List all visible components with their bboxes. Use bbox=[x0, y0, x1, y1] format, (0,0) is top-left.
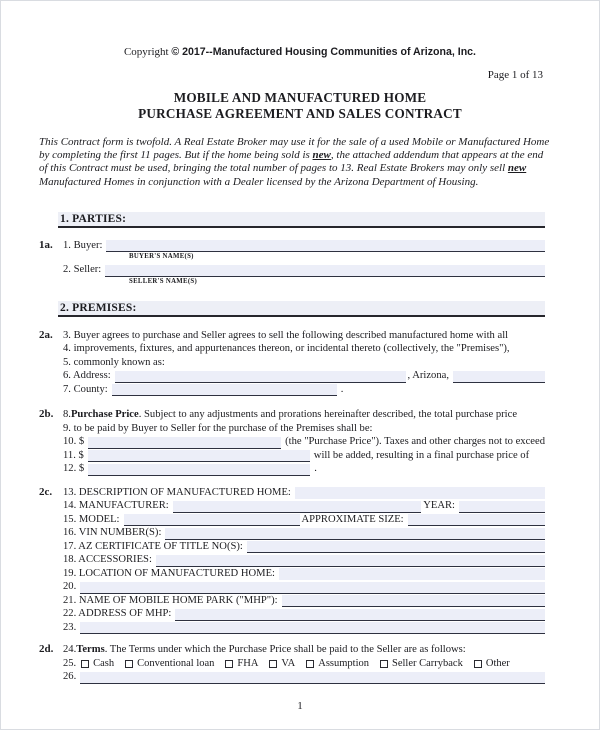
line-12-row bbox=[63, 462, 545, 476]
mhp-address-label: 22. ADDRESS OF MHP: bbox=[63, 608, 172, 620]
county-field[interactable] bbox=[112, 384, 337, 396]
buyer-row bbox=[63, 239, 545, 253]
line-23-row bbox=[63, 621, 545, 635]
line-21-row bbox=[63, 594, 545, 608]
copyright-prefix: Copyright bbox=[123, 46, 172, 58]
approximate-size-field[interactable] bbox=[408, 514, 545, 526]
accessories-field[interactable] bbox=[156, 555, 545, 567]
year-label: YEAR: bbox=[423, 500, 455, 512]
line-7-county-row bbox=[63, 383, 545, 397]
section-heading-parties: 1. PARTIES: bbox=[58, 212, 545, 228]
line-26-num: 26. bbox=[63, 671, 77, 683]
margin-label-2c: 2c. bbox=[39, 485, 53, 498]
seller-row bbox=[63, 263, 545, 277]
va-checkbox-option[interactable] bbox=[269, 657, 295, 671]
line-12-label: 12. $ bbox=[63, 463, 85, 475]
checkbox-icon bbox=[125, 660, 133, 668]
intro-part-2: , the attached addendum that appears at the end of this Contract must be used, bringing the total number of pages to 13. Real Estate Brokers may only sell bbox=[39, 149, 544, 175]
line-11-label: 11. $ bbox=[63, 449, 84, 461]
county-period: . bbox=[340, 383, 344, 395]
title-number-label: 17. AZ CERTIFICATE OF TITLE NO(S): bbox=[63, 540, 243, 552]
county-label: 7. County: bbox=[63, 383, 108, 395]
line-6-address-row bbox=[63, 369, 545, 383]
checkbox-icon bbox=[225, 660, 233, 668]
mhp-name-label: 21. NAME OF MOBILE HOME PARK ("MHP"): bbox=[63, 594, 278, 606]
seller-name-field[interactable] bbox=[105, 265, 545, 277]
line-17-row bbox=[63, 540, 545, 554]
mhp-address-field[interactable] bbox=[175, 609, 545, 621]
other-checkbox-option[interactable] bbox=[474, 657, 510, 671]
seller-sublabel: SELLER'S NAME(S) bbox=[129, 277, 198, 285]
address-label: 6. Address: bbox=[63, 370, 111, 382]
block-2b bbox=[39, 408, 545, 476]
year-field[interactable] bbox=[459, 501, 545, 513]
manufacturer-label: 14. MANUFACTURER: bbox=[63, 500, 169, 512]
seller-label: 2. Seller: bbox=[63, 264, 102, 276]
location-field[interactable] bbox=[80, 582, 545, 594]
conventional-loan-checkbox-option[interactable] bbox=[125, 657, 214, 671]
buyer-sublabel: BUYER'S NAME(S) bbox=[129, 253, 194, 261]
line-26-row bbox=[63, 670, 545, 684]
description-heading: 13. DESCRIPTION OF MANUFACTURED HOME: bbox=[63, 486, 291, 498]
intro-new-2: new bbox=[507, 162, 527, 175]
line-23-num: 23. bbox=[63, 621, 77, 633]
conventional-loan-label: Conventional loan bbox=[137, 657, 215, 669]
va-label: VA bbox=[281, 657, 296, 669]
line-10-label: 10. $ bbox=[63, 436, 85, 448]
line-9: 9. to be paid by Buyer to Seller for the purchase of the Premises shall be: bbox=[63, 422, 373, 434]
model-label: 15. MODEL: bbox=[63, 513, 120, 525]
section-heading-premises: 2. PREMISES: bbox=[58, 301, 545, 317]
margin-label-2d: 2d. bbox=[39, 643, 54, 656]
line-11-row bbox=[63, 449, 545, 463]
mhp-address-cont-field[interactable] bbox=[80, 622, 545, 634]
fha-label: FHA bbox=[237, 657, 259, 669]
block-2a bbox=[39, 329, 545, 397]
line-10-rest: (the "Purchase Price"). Taxes and other charges not to exceed bbox=[285, 436, 545, 448]
page-indicator: Page 1 of 13 bbox=[487, 69, 543, 81]
purchase-price-field[interactable] bbox=[88, 437, 281, 449]
line-24-terms bbox=[63, 643, 545, 657]
line-20-row bbox=[63, 580, 545, 594]
line-25-checkbox-row bbox=[63, 657, 545, 671]
vin-number-field[interactable] bbox=[165, 528, 545, 540]
intro-new-1: new bbox=[312, 149, 331, 162]
block-2d bbox=[39, 643, 545, 684]
other-label: Other bbox=[485, 657, 510, 669]
cash-checkbox-option[interactable] bbox=[81, 657, 114, 671]
checkbox-icon bbox=[474, 660, 482, 668]
line-20-num: 20. bbox=[63, 581, 77, 593]
line-10-row bbox=[63, 435, 545, 449]
purchase-price-term: Purchase Price bbox=[70, 409, 139, 421]
seller-carryback-checkbox-option[interactable] bbox=[380, 657, 463, 671]
title-number-field[interactable] bbox=[247, 541, 545, 553]
location-heading: 19. LOCATION OF MANUFACTURED HOME: bbox=[63, 567, 275, 579]
assumption-label: Assumption bbox=[318, 657, 369, 669]
model-field[interactable] bbox=[124, 514, 300, 526]
location-shading bbox=[279, 568, 545, 580]
address-field[interactable] bbox=[115, 371, 406, 383]
terms-other-field[interactable] bbox=[80, 672, 545, 684]
line-4: 4. improvements, fixtures, and appurtenances thereon, or incidental thereto (collectively, the "Premises"), bbox=[63, 343, 510, 355]
title-line-1: MOBILE AND MANUFACTURED HOME bbox=[173, 90, 427, 105]
assumption-checkbox-option[interactable] bbox=[306, 657, 369, 671]
checkbox-icon bbox=[380, 660, 388, 668]
footer-page-number: 1 bbox=[297, 700, 303, 712]
block-2c bbox=[39, 486, 545, 635]
manufacturer-field[interactable] bbox=[173, 501, 421, 513]
copyright-line bbox=[1, 46, 599, 58]
line-3: 3. Buyer agrees to purchase and Seller agrees to sell the following described manufactured home with all bbox=[63, 329, 509, 341]
checkbox-icon bbox=[306, 660, 314, 668]
mhp-name-field[interactable] bbox=[282, 595, 545, 607]
copyright-text: © 2017--Manufactured Housing Communities of Arizona, Inc. bbox=[171, 46, 477, 58]
seller-carryback-label: Seller Carryback bbox=[392, 657, 463, 669]
line-13-row bbox=[63, 486, 545, 500]
line-24-num: 24. bbox=[63, 644, 77, 656]
checkbox-icon bbox=[81, 660, 89, 668]
taxes-charges-field[interactable] bbox=[88, 450, 310, 462]
line-16-row bbox=[63, 526, 545, 540]
line-15-row bbox=[63, 513, 545, 527]
line-5: 5. commonly known as: bbox=[63, 356, 165, 368]
margin-label-2a: 2a. bbox=[39, 328, 53, 341]
vin-number-label: 16. VIN NUMBER(S): bbox=[63, 527, 162, 539]
line-8-rest: . Subject to any adjustments and prorations hereinafter described, the total purchase price bbox=[138, 409, 518, 421]
fha-checkbox-option[interactable] bbox=[225, 657, 258, 671]
margin-label-1a: 1a. bbox=[39, 238, 53, 251]
buyer-label: 1. Buyer: bbox=[63, 239, 103, 251]
document-title bbox=[1, 90, 599, 121]
approximate-size-label: APPROXIMATE SIZE: bbox=[301, 513, 404, 525]
checkbox-icon bbox=[269, 660, 277, 668]
line-25-num: 25. bbox=[63, 657, 77, 669]
intro-paragraph bbox=[39, 136, 553, 189]
line-8-num: 8. bbox=[63, 409, 71, 421]
block-1a bbox=[39, 239, 545, 288]
address-zip-field[interactable] bbox=[453, 371, 545, 383]
accessories-label: 18. ACCESSORIES: bbox=[63, 554, 152, 566]
intro-part-1: This Contract form is twofold. A Real Estate Broker may use it for the sale of a used Mobile or Manufactured Home by completing the first 11 pages. But if the home being sold is bbox=[39, 136, 550, 162]
description-shading bbox=[295, 487, 545, 499]
final-price-field[interactable] bbox=[88, 464, 310, 476]
title-line-2: PURCHASE AGREEMENT AND SALES CONTRACT bbox=[138, 105, 462, 121]
line-12-period: . bbox=[314, 463, 317, 475]
margin-label-2b: 2b. bbox=[39, 408, 54, 421]
cash-label: Cash bbox=[93, 657, 115, 669]
line-19-row bbox=[63, 567, 545, 581]
intro-part-3: Manufactured Homes in conjunction with a Dealer licensed by the Arizona Department of Housing. bbox=[39, 175, 479, 188]
line-24-rest: . The Terms under which the Purchase Price shall be paid to the Seller are as follows: bbox=[104, 644, 466, 656]
line-11-rest: will be added, resulting in a final purchase price of bbox=[313, 449, 530, 461]
line-18-row bbox=[63, 553, 545, 567]
line-14-row bbox=[63, 499, 545, 513]
terms-term: Terms bbox=[76, 644, 105, 656]
buyer-name-field[interactable] bbox=[106, 240, 545, 252]
line-8-purchase-price bbox=[63, 408, 545, 422]
line-22-row bbox=[63, 607, 545, 621]
arizona-label: , Arizona, bbox=[407, 370, 449, 382]
